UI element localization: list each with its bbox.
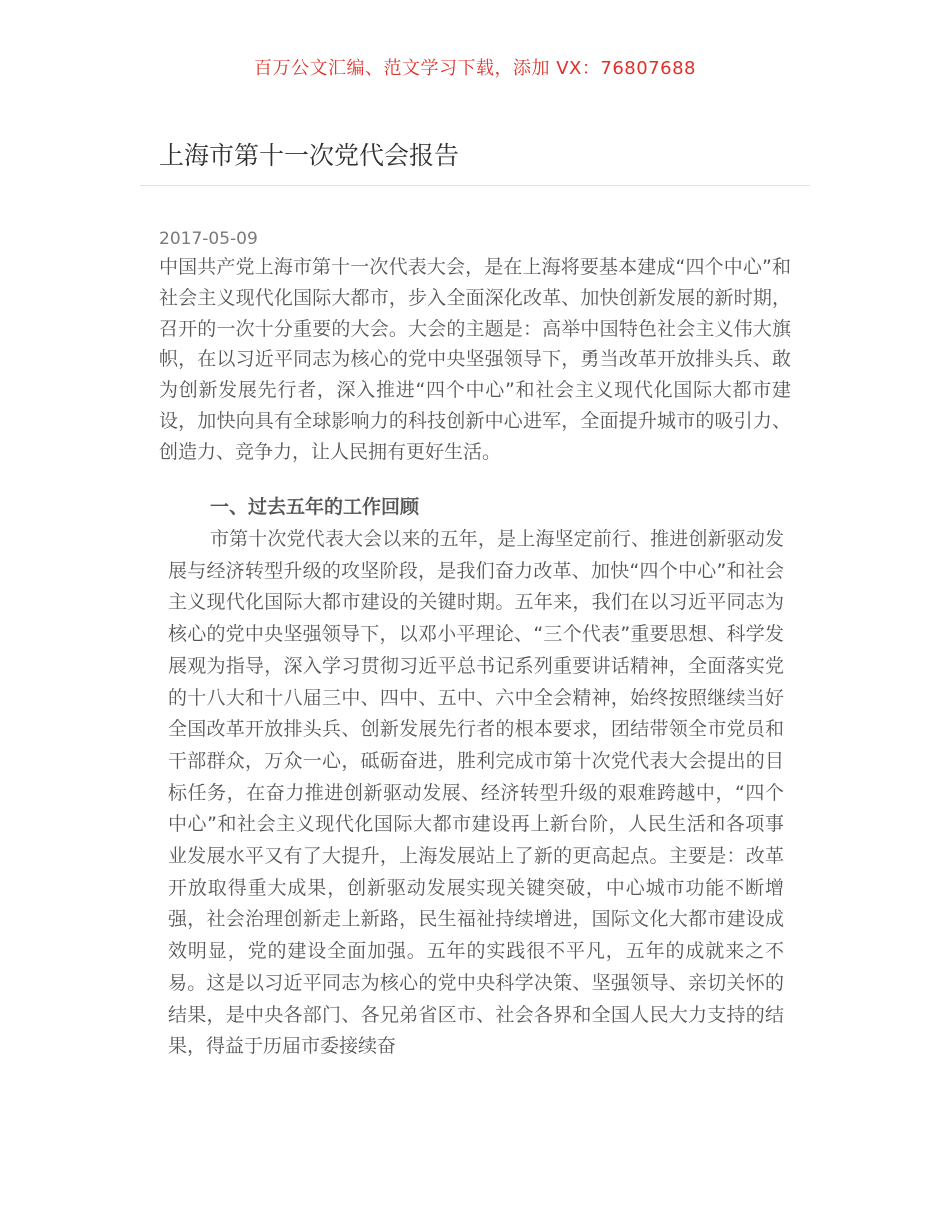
- title-divider: [140, 185, 810, 186]
- publish-date: 2017-05-09: [159, 229, 258, 249]
- page-title: 上海市第十一次党代会报告: [159, 141, 460, 170]
- download-banner: 百万公文汇编、范文学习下载，添加 VX：76807688: [254, 58, 696, 79]
- intro-paragraph: 中国共产党上海市第十一次代表大会，是在上海将要基本建成“四个中心”和社会主义现代化国际大都市，步入全面深化改革、加快创新发展的新时期，召开的一次十分重要的大会。大会的主题是：高举中国特色社会主义伟大旗帜，在以习近平同志为核心的党中央坚强领导下，勇当改革开放排头兵、敢为创新发展先行者，深入推进“四个中心”和社会主义现代化国际大都市建设，加快向具有全球影响力的科技创新中心进军，全面提升城市的吸引力、创造力、竞争力，让人民拥有更好生活。: [159, 256, 791, 463]
- body-paragraph: 市第十次党代表大会以来的五年，是上海坚定前行、推进创新驱动发展与经济转型升级的攻坚阶段，是我们奋力改革、加快“四个中心”和社会主义现代化国际大都市建设的关键时期。五年来，我们在以习近平同志为核心的党中央坚强领导下，以邓小平理论、“三个代表”重要思想、科学发展观为指导，深入学习贯彻习近平总书记系列重要讲话精神，全面落实党的十八大和十八届三中、四中、五中、六中全会精神，始终按照继续当好全国改革开放排头兵、创新发展先行者的根本要求，团结带领全市党员和干部群众，万众一心，砥砺奋进，胜利完成市第十次党代表大会提出的目标任务，在奋力推进创新驱动发展、经济转型升级的艰难跨越中，“四个中心”和社会主义现代化国际大都市建设再上新台阶，人民生活和各项事业发展水平又有了大提升，上海发展站上了新的更高起点。主要是：改革开放取得重大成果，创新驱动发展实现关键突破，中心城市功能不断增强，社会治理创新走上新路，民生福祉持续增进，国际文化大都市建设成效明显，党的建设全面加强。五年的实践很不平凡，五年的成就来之不易。这是以习近平同志为核心的党中央科学决策、坚强领导、亲切关怀的结果，是中央各部门、各兄弟省区市、社会各界和全国人民大力支持的结果，得益于历届市委接续奋: [168, 528, 784, 1058]
- section-heading: 一、过去五年的工作回顾: [210, 496, 420, 518]
